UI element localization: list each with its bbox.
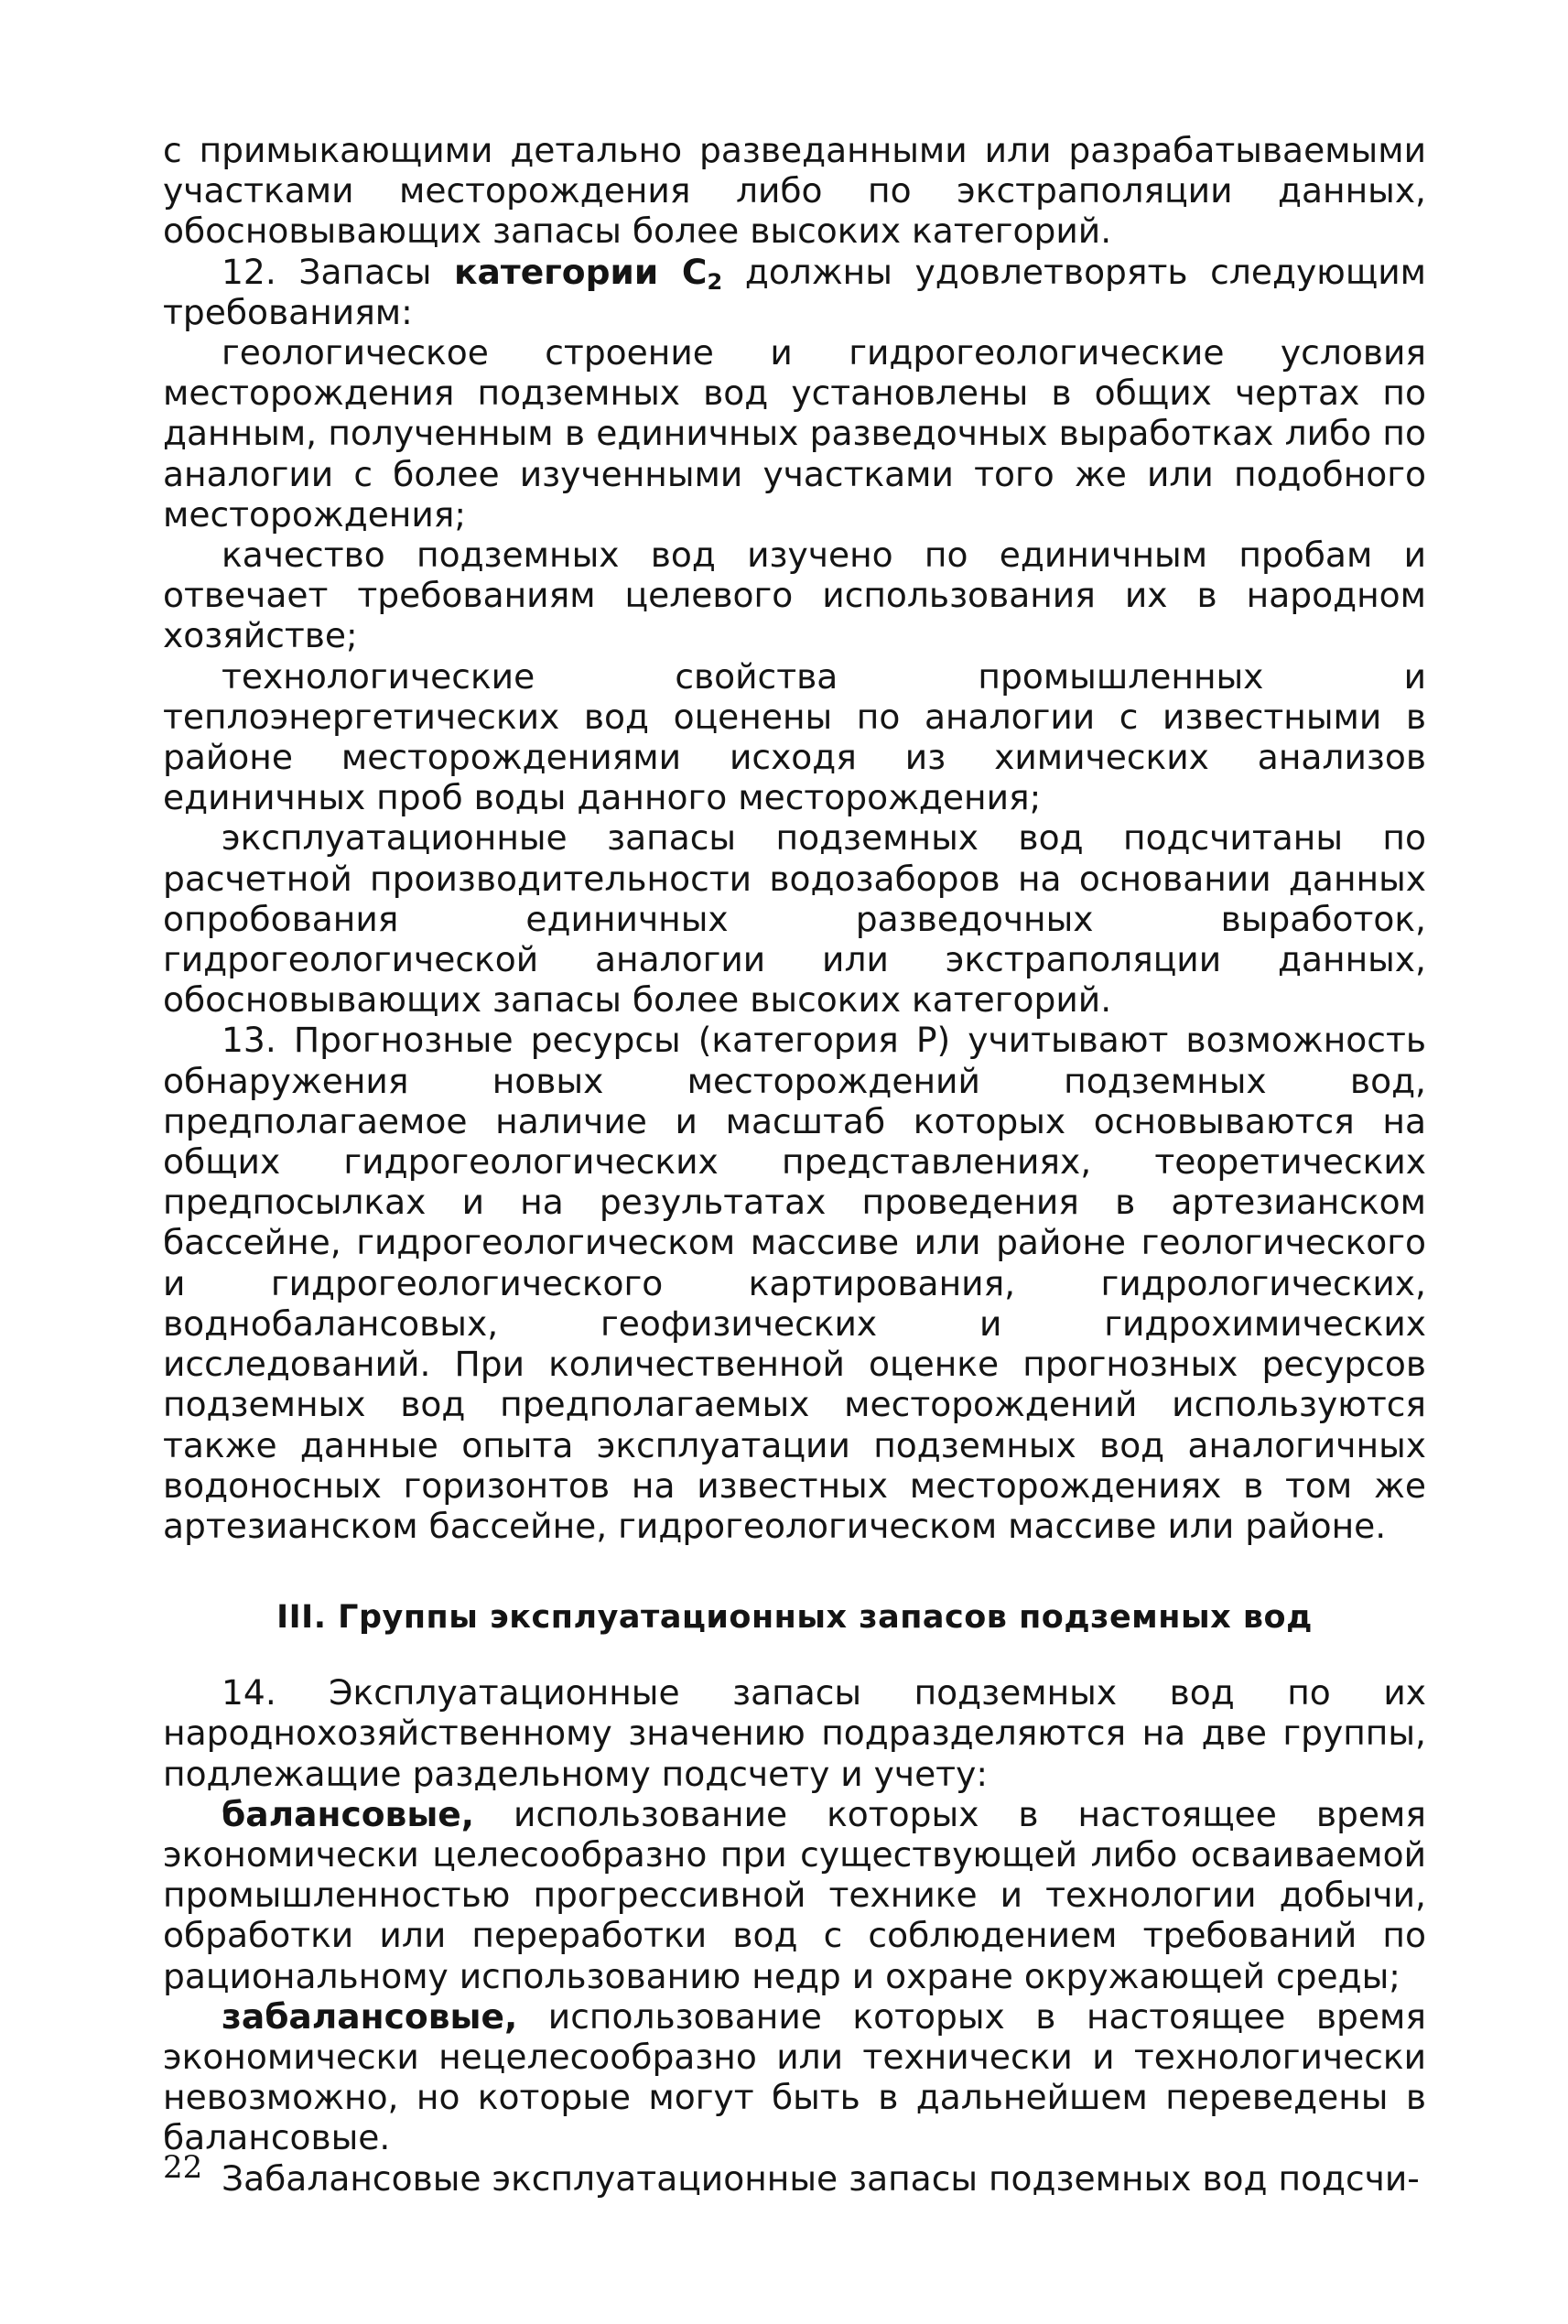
page-content xyxy=(163,130,1426,2199)
paragraph-geology: геологическое строение и гидрогеологические условия месторождения подземных вод установлены в общих чертах по данным, полученным в единичных разведочных выработках либо по аналогии с более изученными участками того же или подобного месторождения; xyxy=(163,332,1426,535)
paragraph-12-suffix: должны удовлетворять следующим требованиям: xyxy=(163,251,1426,332)
paragraph-reserves: эксплуатационные запасы подземных вод подсчитаны по расчетной производительности водозаборов на основании данных опробования единичных разведочных выработок, гидрогеологической аналогии или экстраполяции данных, обосновывающих запасы более высоких категорий. xyxy=(163,817,1426,1021)
paragraph-13: 13. Прогнозные ресурсы (категория Р) учитывают возможность обнаружения новых месторождений подземных вод, предполагаемое наличие и масштаб которых основываются на общих гидрогеологических представлениях, теоретических предпосылках и на результатах проведения в артезианском бассейне, гидрогеологическом массиве или районе геологического и гидрогеологического картирования, гидрологических, воднобалансовых, геофизических и гидрохимических исследований. При количественной оценке прогнозных ресурсов подземных вод предполагаемых месторождений используются также данные опыта эксплуатации подземных вод аналогичных водоносных горизонтов на известных месторождениях в том же артезианском бассейне, гидрогеологическом массиве или районе. xyxy=(163,1020,1426,1546)
balance-term: балансовые, xyxy=(222,1793,475,1834)
section-heading: III. Группы эксплуатационных запасов подземных вод xyxy=(276,1599,1313,1637)
category-c2-term: категории $С_2$ xyxy=(454,251,723,295)
paragraph-technology: технологические свойства промышленных и теплоэнергетических вод оценены по аналогии с известными в районе месторождениями исходя из химических анализов единичных проб воды данного месторождения; xyxy=(163,655,1426,818)
paragraph-balance xyxy=(163,1794,1426,1996)
paragraph-continuation: с примыкающими детально разведанными или разрабатываемыми участками месторождения либо по экстраполяции данных, обосновывающих запасы более высоких категорий. xyxy=(163,130,1426,252)
paragraph-12-prefix: 12. Запасы xyxy=(222,251,455,292)
paragraph-final: Забалансовые эксплуатационные запасы подземных вод подсчи- xyxy=(222,2157,1420,2199)
off-balance-term: забалансовые, xyxy=(222,1995,518,2037)
paragraph-12 xyxy=(163,252,1426,332)
paragraph-off-balance xyxy=(163,1996,1426,2158)
off-balance-text: использование которых в настоящее время экономически нецелесообразно или технически и технологически невозможно, но которые могут быть в дальнейшем переведены в балансовые. xyxy=(163,1995,1426,2158)
balance-text: использование которых в настоящее время экономически целесообразно при существующей либо осваиваемой промышленностью прогрессивной технике и технологии добычи, обработки или переработки вод с соблюдением требований по рациональному использованию недр и охране окружающей среды; xyxy=(163,1793,1426,1996)
page-number: 22 xyxy=(163,2149,203,2186)
paragraph-14: 14. Эксплуатационные запасы подземных вод по их народнохозяйственному значению подразделяются на две группы, подлежащие раздельному подсчету и учету: xyxy=(163,1672,1426,1794)
paragraph-quality: качество подземных вод изучено по единичным пробам и отвечает требованиям целевого использования их в народном хозяйстве; xyxy=(163,535,1426,656)
